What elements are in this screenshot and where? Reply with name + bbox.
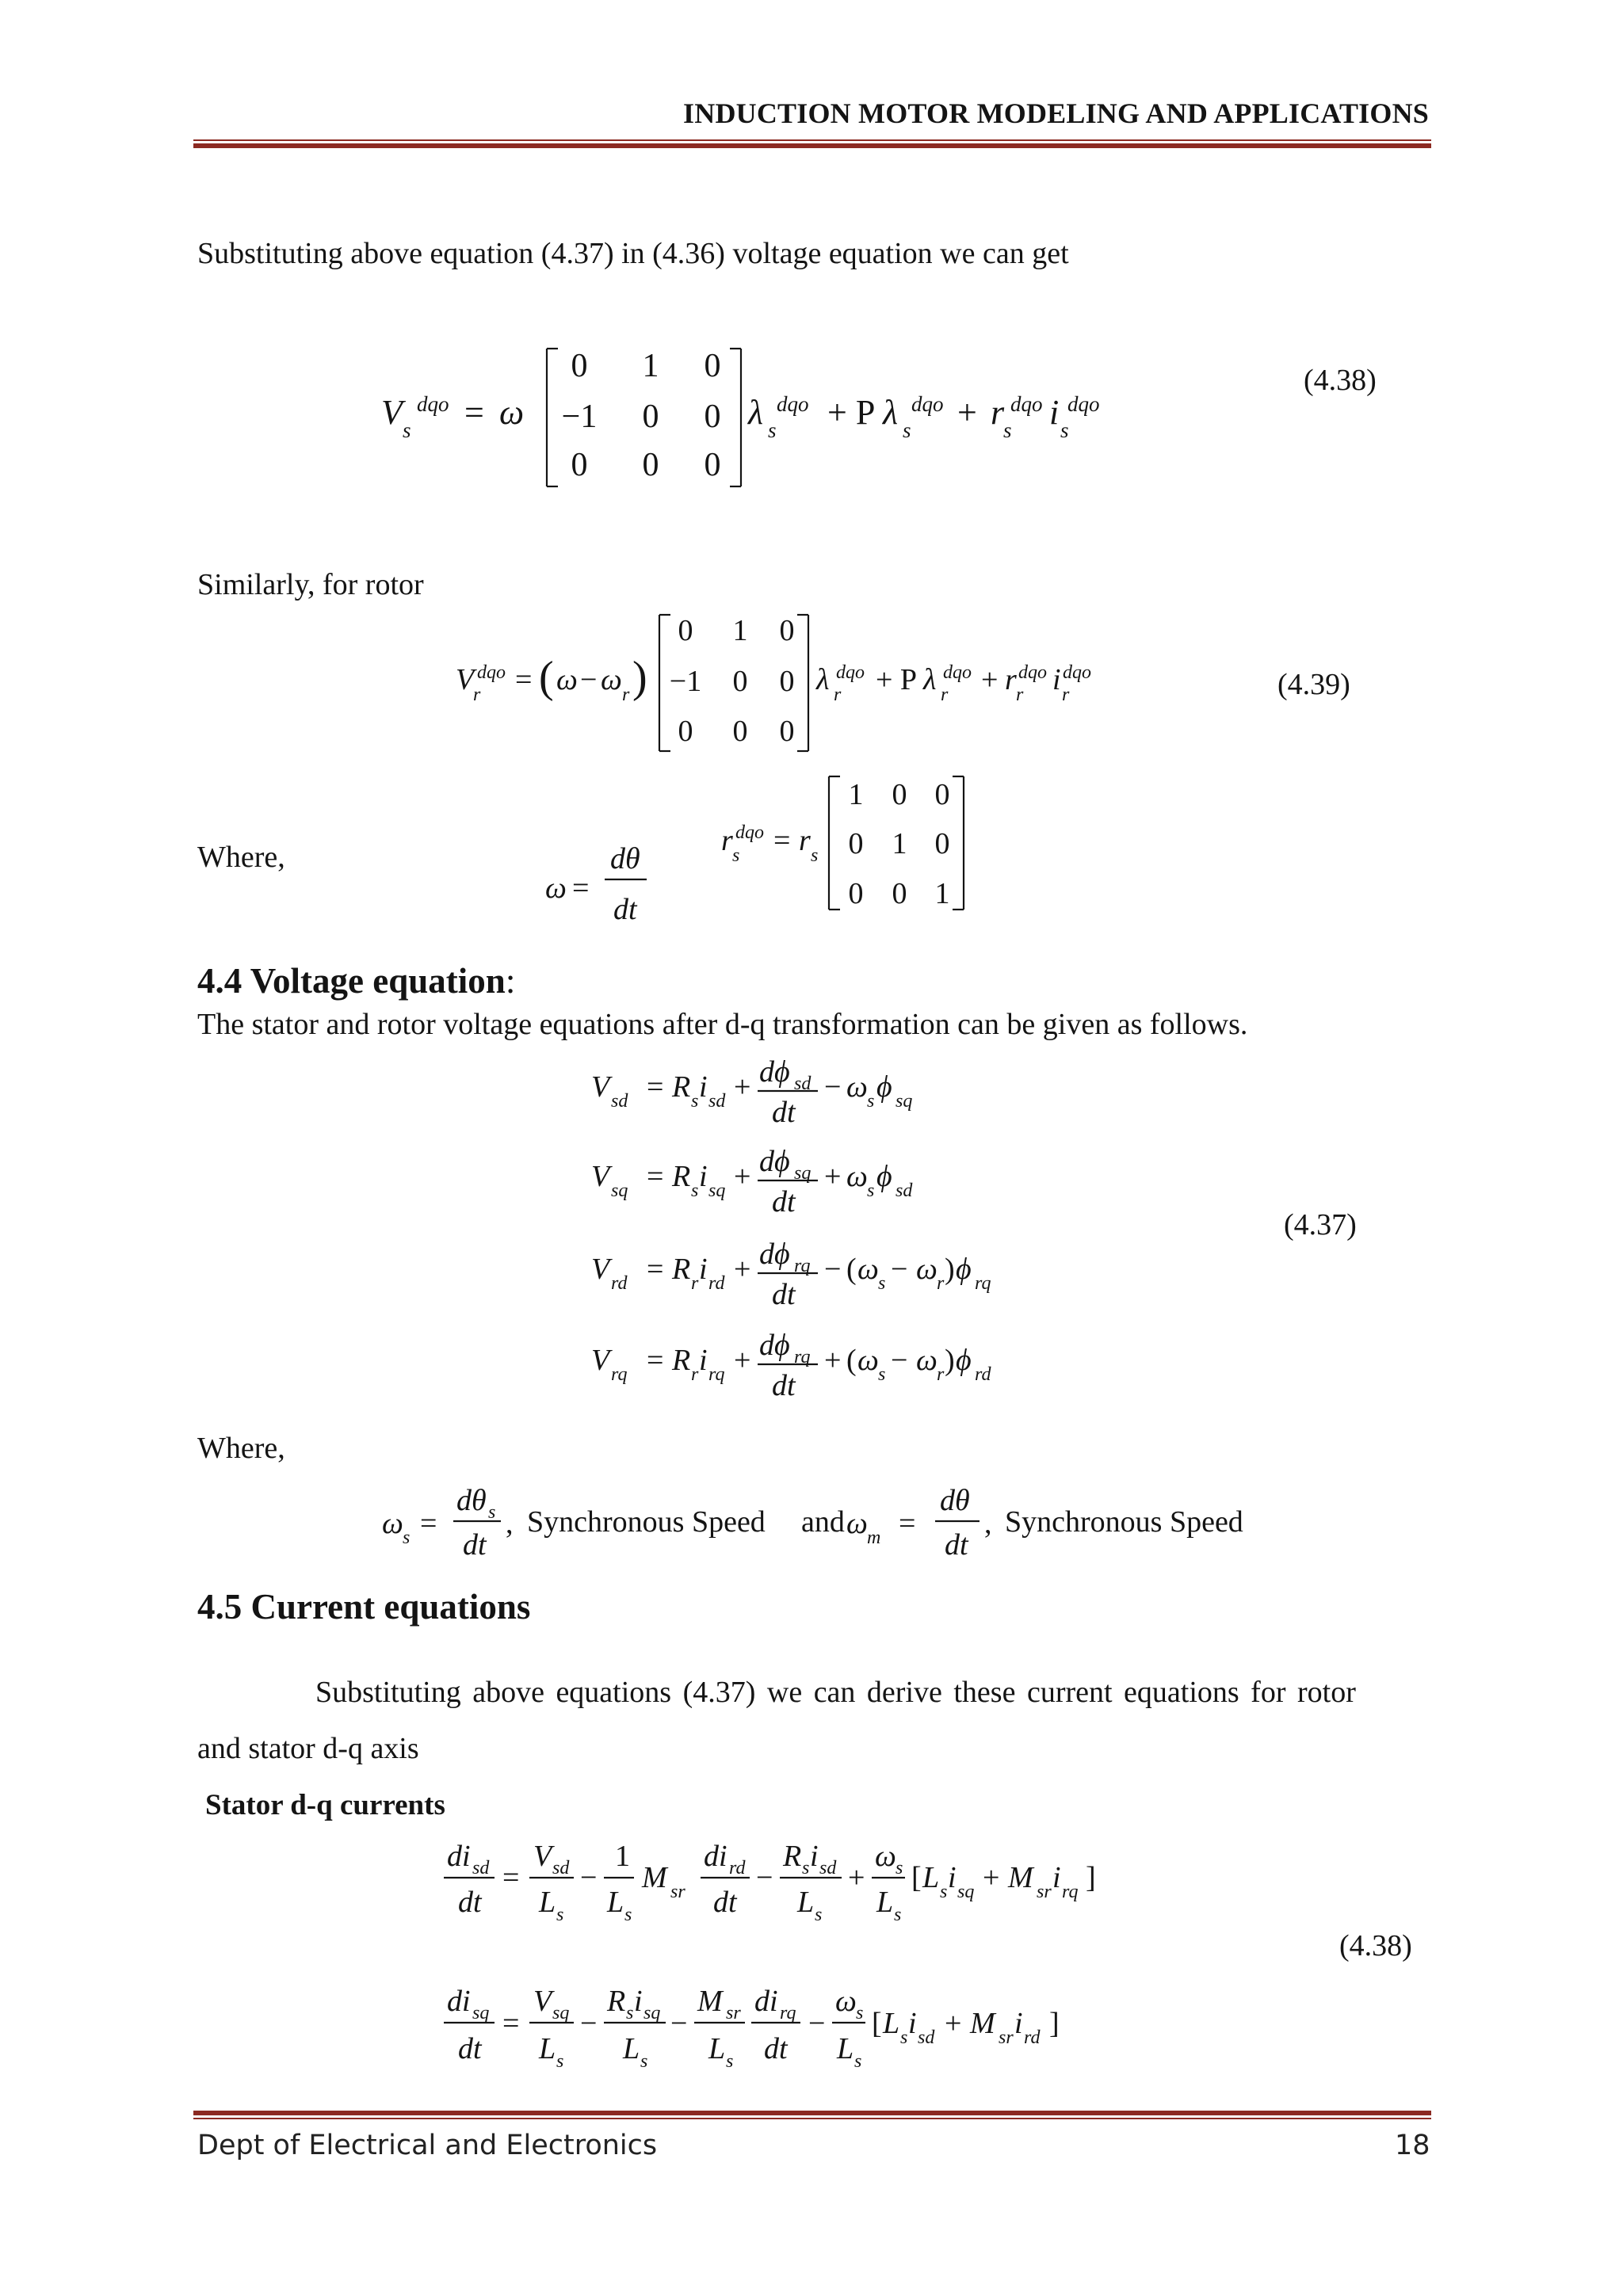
- svg-text:r: r: [473, 685, 481, 705]
- svg-text:L: L: [607, 1886, 624, 1919]
- svg-text:dt: dt: [463, 1528, 487, 1562]
- svg-text:s: s: [802, 1858, 810, 1878]
- svg-text:R: R: [607, 1985, 626, 2018]
- svg-text:[: [: [872, 2007, 882, 2040]
- svg-text:r: r: [721, 824, 733, 857]
- section-heading-4-5: 4.5 Current equations: [197, 1587, 531, 1627]
- svg-text:=: =: [773, 824, 791, 857]
- footer-rule-thin: [193, 2118, 1431, 2119]
- svg-text:i: i: [1052, 663, 1061, 696]
- svg-text:i: i: [948, 1861, 957, 1894]
- svg-text:]: ]: [1049, 2007, 1060, 2040]
- svg-text:s: s: [556, 1905, 564, 1925]
- svg-text:i: i: [1052, 1861, 1061, 1894]
- svg-text:r: r: [1005, 663, 1017, 696]
- svg-text:−: −: [891, 1253, 908, 1286]
- svg-text:0: 0: [704, 447, 721, 483]
- svg-text:rq: rq: [794, 1347, 811, 1367]
- svg-text:ω: ω: [499, 393, 525, 432]
- svg-text:r: r: [799, 824, 811, 857]
- svg-text:λ: λ: [816, 663, 830, 696]
- svg-text:sd: sd: [819, 1858, 837, 1878]
- svg-text:λ: λ: [748, 393, 764, 432]
- running-header: INDUCTION MOTOR MODELING AND APPLICATIONS: [683, 97, 1429, 129]
- svg-text:dt: dt: [772, 1369, 796, 1402]
- svg-text:sr: sr: [1037, 1882, 1052, 1902]
- svg-text:rq: rq: [1062, 1882, 1079, 1902]
- svg-text:r: r: [691, 1364, 699, 1385]
- svg-text:sr: sr: [670, 1882, 685, 1902]
- svg-text:[: [: [911, 1861, 922, 1894]
- svg-text:): ): [632, 653, 647, 702]
- svg-text:rd: rd: [1024, 2027, 1041, 2048]
- svg-text:di: di: [447, 1840, 471, 1873]
- svg-text:=: =: [420, 1507, 437, 1540]
- svg-text:0: 0: [642, 447, 659, 483]
- svg-text:sq: sq: [552, 2003, 570, 2023]
- svg-text:λ: λ: [923, 663, 937, 696]
- svg-text:L: L: [708, 2032, 726, 2065]
- svg-text:0: 0: [779, 665, 795, 698]
- svg-text:i: i: [810, 1840, 819, 1873]
- svg-text:dt: dt: [772, 1278, 796, 1311]
- svg-text:+: +: [983, 1861, 1000, 1894]
- svg-text:R: R: [672, 1253, 691, 1286]
- svg-text:V: V: [533, 1985, 552, 2018]
- svg-text:sd: sd: [472, 1858, 490, 1878]
- svg-text:=: =: [572, 871, 590, 905]
- svg-text:s: s: [854, 2051, 862, 2072]
- svg-text:sq: sq: [957, 1882, 975, 1902]
- svg-text:i: i: [1014, 2007, 1023, 2040]
- svg-text:−: −: [808, 2007, 826, 2040]
- svg-text:0: 0: [892, 877, 907, 910]
- svg-text:−: −: [580, 663, 598, 696]
- svg-text:+: +: [734, 1070, 751, 1104]
- svg-text:+: +: [848, 1861, 865, 1894]
- svg-text:s: s: [815, 1905, 823, 1925]
- svg-text:sq: sq: [611, 1180, 628, 1201]
- svg-text:ϕ: ϕ: [876, 1160, 892, 1193]
- svg-text:=: =: [899, 1507, 916, 1540]
- svg-text:R: R: [672, 1070, 691, 1104]
- svg-text:dqo: dqo: [477, 662, 506, 683]
- svg-text:s: s: [856, 2003, 864, 2023]
- svg-text:i: i: [1049, 393, 1060, 432]
- svg-text:s: s: [403, 418, 411, 442]
- svg-text:dqo: dqo: [735, 822, 764, 843]
- paragraph-stator-rotor: The stator and rotor voltage equations after d-q transformation can be given as follows.: [197, 1008, 1248, 1041]
- svg-text:ω: ω: [601, 663, 622, 696]
- svg-text:s: s: [640, 2051, 648, 2072]
- svg-text:0: 0: [848, 877, 864, 910]
- svg-text:s: s: [894, 1905, 902, 1925]
- subheading-stator-currents: Stator d-q currents: [205, 1789, 445, 1821]
- svg-text:λ: λ: [883, 393, 899, 432]
- svg-text:V: V: [591, 1160, 610, 1193]
- svg-text:s: s: [768, 418, 777, 442]
- svg-text:0: 0: [704, 348, 721, 384]
- svg-text:s: s: [691, 1180, 699, 1201]
- svg-text:r: r: [622, 685, 630, 705]
- svg-text:sd: sd: [794, 1074, 812, 1094]
- svg-text:sd: sd: [611, 1091, 628, 1112]
- svg-text:(: (: [539, 653, 554, 702]
- svg-text:sq: sq: [708, 1180, 726, 1201]
- svg-text:dqo: dqo: [1010, 392, 1043, 416]
- svg-text:+: +: [734, 1344, 751, 1377]
- section-number: 4.4: [197, 961, 242, 1001]
- svg-text:rq: rq: [975, 1273, 991, 1294]
- svg-text:V: V: [381, 393, 403, 432]
- svg-text:1: 1: [892, 827, 907, 860]
- svg-text:−1: −1: [561, 399, 598, 435]
- svg-text:dt: dt: [713, 1886, 737, 1919]
- svg-text:V: V: [591, 1070, 610, 1104]
- svg-text:0: 0: [732, 665, 748, 698]
- svg-text:ϕ: ϕ: [876, 1070, 892, 1104]
- svg-text:dϕ: dϕ: [759, 1238, 790, 1271]
- svg-text:R: R: [672, 1160, 691, 1193]
- svg-text:m: m: [867, 1527, 881, 1548]
- svg-text:i: i: [699, 1160, 708, 1193]
- svg-text:(: (: [846, 1253, 857, 1286]
- svg-text:dqo: dqo: [1063, 662, 1091, 683]
- svg-text:R: R: [783, 1840, 802, 1873]
- svg-text:s: s: [1060, 418, 1069, 442]
- svg-text:M: M: [1008, 1861, 1033, 1894]
- svg-text:+: +: [945, 2007, 962, 2040]
- svg-text:−: −: [580, 2007, 598, 2040]
- svg-text:0: 0: [704, 399, 721, 435]
- svg-text:+: +: [981, 663, 999, 696]
- svg-text:s: s: [732, 845, 740, 866]
- svg-text:dt: dt: [772, 1096, 796, 1129]
- svg-text:dqo: dqo: [777, 392, 809, 416]
- svg-text:sq: sq: [794, 1163, 812, 1184]
- svg-text:0: 0: [934, 778, 950, 811]
- footer-department: Dept of Electrical and Electronics: [197, 2130, 658, 2161]
- svg-text:0: 0: [779, 614, 795, 647]
- svg-text:ω: ω: [857, 1253, 879, 1286]
- svg-text:dt: dt: [772, 1185, 796, 1219]
- svg-text:V: V: [456, 663, 475, 696]
- svg-text:sq: sq: [896, 1091, 913, 1112]
- svg-text:dt: dt: [458, 2032, 482, 2065]
- svg-text:1: 1: [848, 778, 864, 811]
- svg-text:r: r: [691, 1273, 699, 1294]
- svg-text:=: =: [502, 1861, 520, 1894]
- svg-text:sd: sd: [896, 1180, 913, 1201]
- svg-text:rd: rd: [611, 1273, 628, 1294]
- svg-text:+: +: [734, 1253, 751, 1286]
- svg-text:dqo: dqo: [836, 662, 865, 683]
- svg-text:=: =: [647, 1160, 664, 1193]
- svg-text:0: 0: [642, 399, 659, 435]
- svg-text:s: s: [896, 1858, 903, 1878]
- svg-text:V: V: [591, 1253, 610, 1286]
- svg-text:0: 0: [848, 827, 864, 860]
- svg-text:r: r: [991, 393, 1005, 432]
- svg-text:rq: rq: [611, 1364, 628, 1385]
- svg-text:+: +: [734, 1160, 751, 1193]
- svg-text:+: +: [824, 1344, 842, 1377]
- svg-text:sr: sr: [999, 2027, 1014, 2048]
- svg-text:i: i: [699, 1070, 708, 1104]
- svg-text:=: =: [647, 1344, 664, 1377]
- svg-text:+ P: + P: [827, 393, 876, 432]
- paragraph-current-line1: Substituting above equations (4.37) we can derive these current equations for rotor: [315, 1676, 1356, 1709]
- svg-text:0: 0: [571, 447, 588, 483]
- svg-text:s: s: [811, 845, 819, 866]
- svg-text:dϕ: dϕ: [759, 1055, 790, 1089]
- svg-text:sq: sq: [472, 2003, 490, 2023]
- svg-text:L: L: [883, 2007, 900, 2040]
- svg-text:M: M: [970, 2007, 995, 2040]
- svg-text:L: L: [837, 2032, 854, 2065]
- svg-text:dθ: dθ: [940, 1484, 970, 1517]
- svg-text:sd: sd: [918, 2027, 935, 2048]
- section-colon: :: [505, 961, 516, 1001]
- svg-text:0: 0: [934, 827, 950, 860]
- svg-text:−: −: [891, 1344, 908, 1377]
- svg-text:i: i: [908, 2007, 917, 2040]
- svg-text:−: −: [824, 1070, 842, 1104]
- equation-number: (4.38): [1339, 1929, 1412, 1962]
- svg-text:ϕ: ϕ: [956, 1344, 972, 1377]
- svg-text:M: M: [697, 1985, 723, 2018]
- svg-text:L: L: [922, 1861, 940, 1894]
- svg-text:V: V: [591, 1344, 610, 1377]
- svg-text:sd: sd: [552, 1858, 570, 1878]
- page-number: 18: [1395, 2130, 1430, 2161]
- svg-text:L: L: [797, 1886, 815, 1919]
- svg-text:ω: ω: [545, 871, 567, 905]
- paragraph-current-line2: and stator d-q axis: [197, 1732, 419, 1765]
- svg-text:s: s: [903, 418, 911, 442]
- svg-text:rd: rd: [729, 1858, 746, 1878]
- svg-text:=: =: [647, 1070, 664, 1104]
- svg-text:di: di: [447, 1985, 471, 2018]
- svg-text:=: =: [647, 1253, 664, 1286]
- synchronous-speed-label-1: Synchronous Speed: [527, 1505, 766, 1539]
- svg-text:i: i: [699, 1253, 708, 1286]
- svg-text:+: +: [957, 393, 977, 432]
- svg-text:1: 1: [934, 877, 950, 910]
- svg-text:ω: ω: [857, 1344, 879, 1377]
- svg-text:rq: rq: [780, 2003, 796, 2023]
- svg-text:i: i: [699, 1344, 708, 1377]
- paragraph-similarly: Similarly, for rotor: [197, 568, 424, 601]
- svg-text:]: ]: [1086, 1861, 1096, 1894]
- svg-text:+ P: + P: [876, 663, 918, 696]
- svg-text:s: s: [1003, 418, 1012, 442]
- equation-number: (4.37): [1284, 1208, 1357, 1241]
- svg-text:s: s: [726, 2051, 734, 2072]
- svg-text:r: r: [941, 685, 949, 705]
- svg-text:0: 0: [678, 614, 693, 647]
- svg-text:R: R: [672, 1344, 691, 1377]
- svg-text:dϕ: dϕ: [759, 1145, 790, 1178]
- svg-text:1: 1: [615, 1840, 630, 1873]
- svg-text:(: (: [846, 1344, 857, 1377]
- svg-text:rd: rd: [975, 1364, 991, 1385]
- svg-text:dt: dt: [613, 893, 637, 926]
- section-title: Voltage equation: [250, 961, 506, 1001]
- svg-text:sq: sq: [643, 2003, 661, 2023]
- svg-text:rq: rq: [794, 1256, 811, 1276]
- synchronous-speed-label-2: Synchronous Speed: [1005, 1505, 1243, 1539]
- svg-text:ω: ω: [916, 1344, 938, 1377]
- svg-text:s: s: [867, 1091, 875, 1112]
- svg-text:M: M: [642, 1861, 667, 1894]
- svg-text:ω: ω: [556, 663, 578, 696]
- svg-text:dt: dt: [458, 1886, 482, 1919]
- svg-text:sr: sr: [726, 2003, 741, 2023]
- svg-text:r: r: [937, 1364, 945, 1385]
- svg-text:rd: rd: [708, 1273, 725, 1294]
- svg-text:s: s: [878, 1364, 886, 1385]
- footer-rule-thick: [193, 2111, 1431, 2115]
- svg-text:−: −: [756, 1861, 773, 1894]
- svg-text:ω: ω: [846, 1507, 868, 1540]
- svg-text:=: =: [515, 663, 533, 696]
- svg-text:s: s: [940, 1882, 948, 1902]
- svg-text:ω: ω: [875, 1840, 896, 1873]
- svg-text:−1: −1: [669, 665, 702, 698]
- svg-text:,: ,: [984, 1507, 992, 1540]
- svg-text:s: s: [556, 2051, 564, 2072]
- svg-text:): ): [945, 1344, 955, 1377]
- svg-text:dθ: dθ: [610, 842, 640, 875]
- paragraph-where-1: Where,: [197, 841, 285, 874]
- svg-text:i: i: [634, 1985, 643, 2018]
- svg-text:dqo: dqo: [1067, 392, 1100, 416]
- svg-text:0: 0: [571, 348, 588, 384]
- svg-text:L: L: [876, 1886, 894, 1919]
- equation-number: (4.39): [1277, 668, 1350, 701]
- svg-text:s: s: [403, 1527, 411, 1548]
- svg-text:dqo: dqo: [1018, 662, 1047, 683]
- svg-text:dqo: dqo: [911, 392, 944, 416]
- svg-text:s: s: [878, 1273, 886, 1294]
- svg-text:dt: dt: [945, 1528, 968, 1562]
- svg-text:1: 1: [732, 614, 748, 647]
- svg-text:dθ: dθ: [456, 1484, 487, 1517]
- svg-text:ω: ω: [835, 1985, 857, 2018]
- svg-text:=: =: [464, 393, 484, 432]
- svg-text:1: 1: [642, 348, 659, 384]
- svg-text:L: L: [539, 2032, 556, 2065]
- svg-text:dqo: dqo: [943, 662, 972, 683]
- svg-text:ω: ω: [382, 1507, 403, 1540]
- svg-text:ω: ω: [846, 1160, 868, 1193]
- svg-text:+: +: [824, 1160, 842, 1193]
- svg-text:0: 0: [678, 715, 693, 748]
- svg-text:r: r: [1016, 685, 1024, 705]
- and-label: and: [801, 1505, 845, 1539]
- svg-text:−: −: [824, 1253, 842, 1286]
- svg-text:s: s: [691, 1091, 699, 1112]
- svg-text:L: L: [539, 1886, 556, 1919]
- equation-number: (4.38): [1304, 364, 1377, 397]
- svg-text:s: s: [626, 2003, 634, 2023]
- svg-text:di: di: [704, 1840, 727, 1873]
- paragraph-where-2: Where,: [197, 1432, 285, 1465]
- svg-text:rq: rq: [708, 1364, 725, 1385]
- svg-text:sd: sd: [708, 1091, 726, 1112]
- svg-text:0: 0: [732, 715, 748, 748]
- svg-text:ω: ω: [846, 1070, 868, 1104]
- svg-text:ω: ω: [916, 1253, 938, 1286]
- paragraph-substituting: Substituting above equation (4.37) in (4.36) voltage equation we can get: [197, 237, 1069, 270]
- svg-text:dqo: dqo: [417, 392, 449, 416]
- svg-text:r: r: [937, 1273, 945, 1294]
- svg-text:s: s: [624, 1905, 632, 1925]
- svg-text:s: s: [488, 1502, 496, 1523]
- svg-text:r: r: [834, 685, 842, 705]
- svg-text:dϕ: dϕ: [759, 1329, 790, 1362]
- svg-text:=: =: [502, 2007, 520, 2040]
- svg-text:V: V: [533, 1840, 552, 1873]
- svg-text:s: s: [867, 1180, 875, 1201]
- svg-text:L: L: [623, 2032, 640, 2065]
- svg-text:r: r: [1062, 685, 1070, 705]
- svg-text:0: 0: [892, 778, 907, 811]
- svg-text:di: di: [754, 1985, 778, 2018]
- svg-text:ϕ: ϕ: [956, 1253, 972, 1286]
- svg-text:−: −: [580, 1861, 598, 1894]
- svg-text:−: −: [670, 2007, 688, 2040]
- svg-text:s: s: [900, 2027, 908, 2048]
- svg-text:0: 0: [779, 715, 795, 748]
- svg-text:dt: dt: [764, 2032, 788, 2065]
- svg-text:,: ,: [506, 1507, 514, 1540]
- svg-text:): ): [945, 1253, 955, 1286]
